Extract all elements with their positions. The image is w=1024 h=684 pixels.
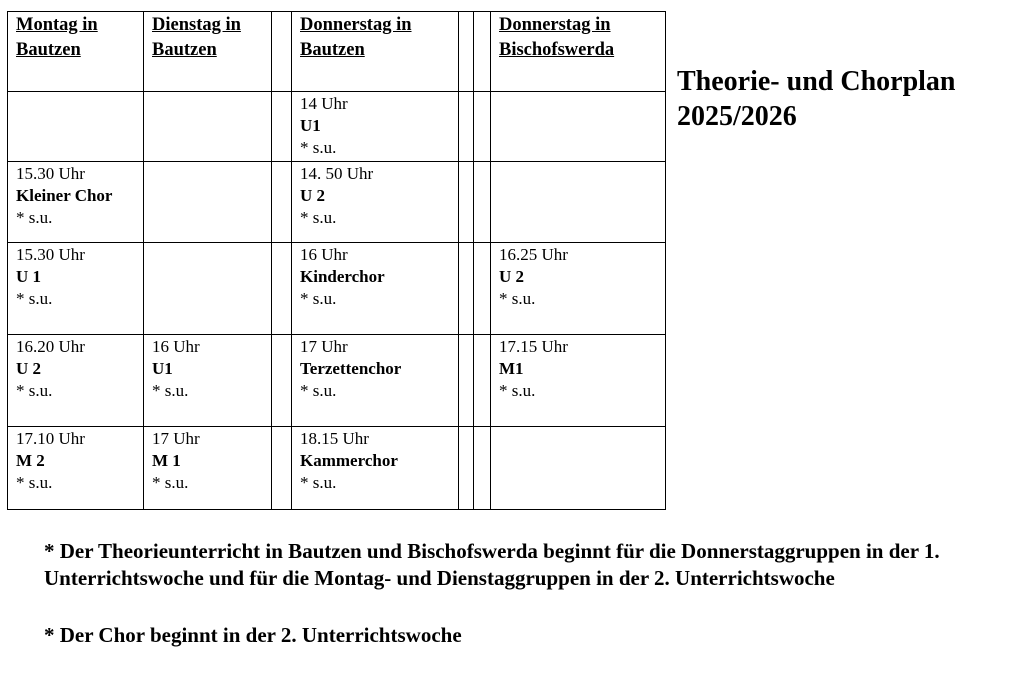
title-line: 2025/2026	[677, 101, 797, 132]
header-line: Donnerstag in	[499, 15, 611, 35]
entry-time: 14 Uhr	[300, 94, 348, 113]
footnote-choir-start: * Der Chor beginnt in der 2. Unterrichtswoche	[44, 623, 462, 647]
schedule-cell	[144, 427, 272, 510]
schedule-cell	[292, 427, 459, 510]
entry-group: M 1	[152, 451, 181, 470]
empty-cell	[491, 92, 666, 162]
entry-time: 17 Uhr	[300, 337, 348, 356]
header-line: Bischofswerda	[499, 40, 615, 60]
schedule-cell	[292, 92, 459, 162]
class-entry	[300, 427, 458, 494]
entry-group: M 2	[16, 451, 45, 470]
class-entry	[16, 427, 143, 494]
page-title	[677, 64, 956, 134]
header-line: Donnerstag in	[300, 15, 412, 35]
spacer-cell	[272, 243, 292, 335]
schedule-cell	[8, 243, 144, 335]
entry-note: * s.u.	[300, 289, 337, 308]
header-monday-bautzen	[8, 12, 144, 92]
entry-note: * s.u.	[300, 208, 337, 227]
schedule-cell	[292, 162, 459, 243]
entry-time: 17.10 Uhr	[16, 429, 85, 448]
entry-time: 17 Uhr	[152, 429, 200, 448]
schedule-table	[7, 11, 666, 510]
class-entry	[300, 92, 458, 159]
spacer-cell	[459, 427, 474, 510]
schedule-cell	[144, 335, 272, 427]
empty-cell	[144, 92, 272, 162]
entry-time: 15.30 Uhr	[16, 245, 85, 264]
spacer-cell	[474, 335, 491, 427]
entry-time: 16 Uhr	[152, 337, 200, 356]
entry-time: 16.20 Uhr	[16, 337, 85, 356]
spacer-cell	[272, 162, 292, 243]
empty-cell	[491, 162, 666, 243]
entry-note: * s.u.	[499, 289, 536, 308]
entry-note: * s.u.	[300, 138, 337, 157]
header-row	[8, 12, 666, 92]
class-entry	[300, 243, 458, 310]
spacer-cell	[459, 335, 474, 427]
empty-cell	[144, 162, 272, 243]
spacer-cell	[459, 162, 474, 243]
entry-time: 18.15 Uhr	[300, 429, 369, 448]
class-entry	[300, 162, 458, 229]
spacer-column	[272, 12, 292, 92]
header-line: Montag in	[16, 15, 98, 35]
schedule-row	[8, 427, 666, 510]
entry-group: M1	[499, 359, 524, 378]
entry-group: U1	[300, 116, 321, 135]
header-line: Bautzen	[300, 40, 365, 60]
spacer-cell	[272, 427, 292, 510]
schedule-row	[8, 92, 666, 162]
spacer-cell	[272, 92, 292, 162]
schedule-cell	[8, 162, 144, 243]
spacer-column	[474, 12, 491, 92]
entry-note: * s.u.	[300, 473, 337, 492]
entry-group: U 2	[300, 186, 326, 205]
entry-note: * s.u.	[16, 289, 53, 308]
spacer-cell	[459, 92, 474, 162]
entry-note: * s.u.	[16, 473, 53, 492]
empty-cell	[491, 427, 666, 510]
entry-time: 15.30 Uhr	[16, 164, 85, 183]
title-line: Theorie- und Chorplan	[677, 66, 956, 97]
spacer-cell	[474, 92, 491, 162]
spacer-column	[459, 12, 474, 92]
schedule-cell	[8, 427, 144, 510]
spacer-cell	[272, 335, 292, 427]
empty-cell	[8, 92, 144, 162]
empty-cell	[144, 243, 272, 335]
entry-note: * s.u.	[499, 381, 536, 400]
schedule-cell	[292, 335, 459, 427]
header-line: Dienstag in	[152, 15, 241, 35]
spacer-cell	[474, 427, 491, 510]
header-line: Bautzen	[152, 40, 217, 60]
entry-group: Kammerchor	[300, 451, 398, 470]
schedule-cell	[491, 335, 666, 427]
class-entry	[16, 162, 143, 229]
schedule-cell	[491, 243, 666, 335]
class-entry	[16, 335, 143, 402]
spacer-cell	[459, 243, 474, 335]
entry-group: U 1	[16, 267, 42, 286]
spacer-cell	[474, 243, 491, 335]
header-tuesday-bautzen	[144, 12, 272, 92]
entry-note: * s.u.	[152, 381, 189, 400]
header-line: Bautzen	[16, 40, 81, 60]
entry-group: Kinderchor	[300, 267, 385, 286]
schedule-cell	[8, 335, 144, 427]
entry-note: * s.u.	[300, 381, 337, 400]
class-entry	[16, 243, 143, 310]
entry-note: * s.u.	[152, 473, 189, 492]
header-thursday-bischofswerda	[491, 12, 666, 92]
entry-time: 16 Uhr	[300, 245, 348, 264]
schedule-cell	[292, 243, 459, 335]
header-thursday-bautzen	[292, 12, 459, 92]
schedule-row	[8, 243, 666, 335]
class-entry	[152, 427, 271, 494]
class-entry	[152, 335, 271, 402]
footnote-theory-start: * Der Theorieunterricht in Bautzen und Bischofswerda beginnt für die Donnerstaggruppen in der 1. Unterrichtswoche und für die Montag- und Dienstaggruppen in der 2. Unterrichtswoche	[44, 539, 940, 590]
entry-group: U 2	[16, 359, 42, 378]
schedule-row	[8, 162, 666, 243]
class-entry	[300, 335, 458, 402]
footnotes	[44, 538, 1019, 679]
entry-group: U1	[152, 359, 173, 378]
entry-time: 16.25 Uhr	[499, 245, 568, 264]
entry-time: 17.15 Uhr	[499, 337, 568, 356]
entry-group: Terzettenchor	[300, 359, 402, 378]
entry-time: 14. 50 Uhr	[300, 164, 374, 183]
entry-note: * s.u.	[16, 381, 53, 400]
entry-note: * s.u.	[16, 208, 53, 227]
entry-group: Kleiner Chor	[16, 186, 113, 205]
spacer-cell	[474, 162, 491, 243]
class-entry	[499, 243, 665, 310]
schedule-row	[8, 335, 666, 427]
entry-group: U 2	[499, 267, 525, 286]
class-entry	[499, 335, 665, 402]
